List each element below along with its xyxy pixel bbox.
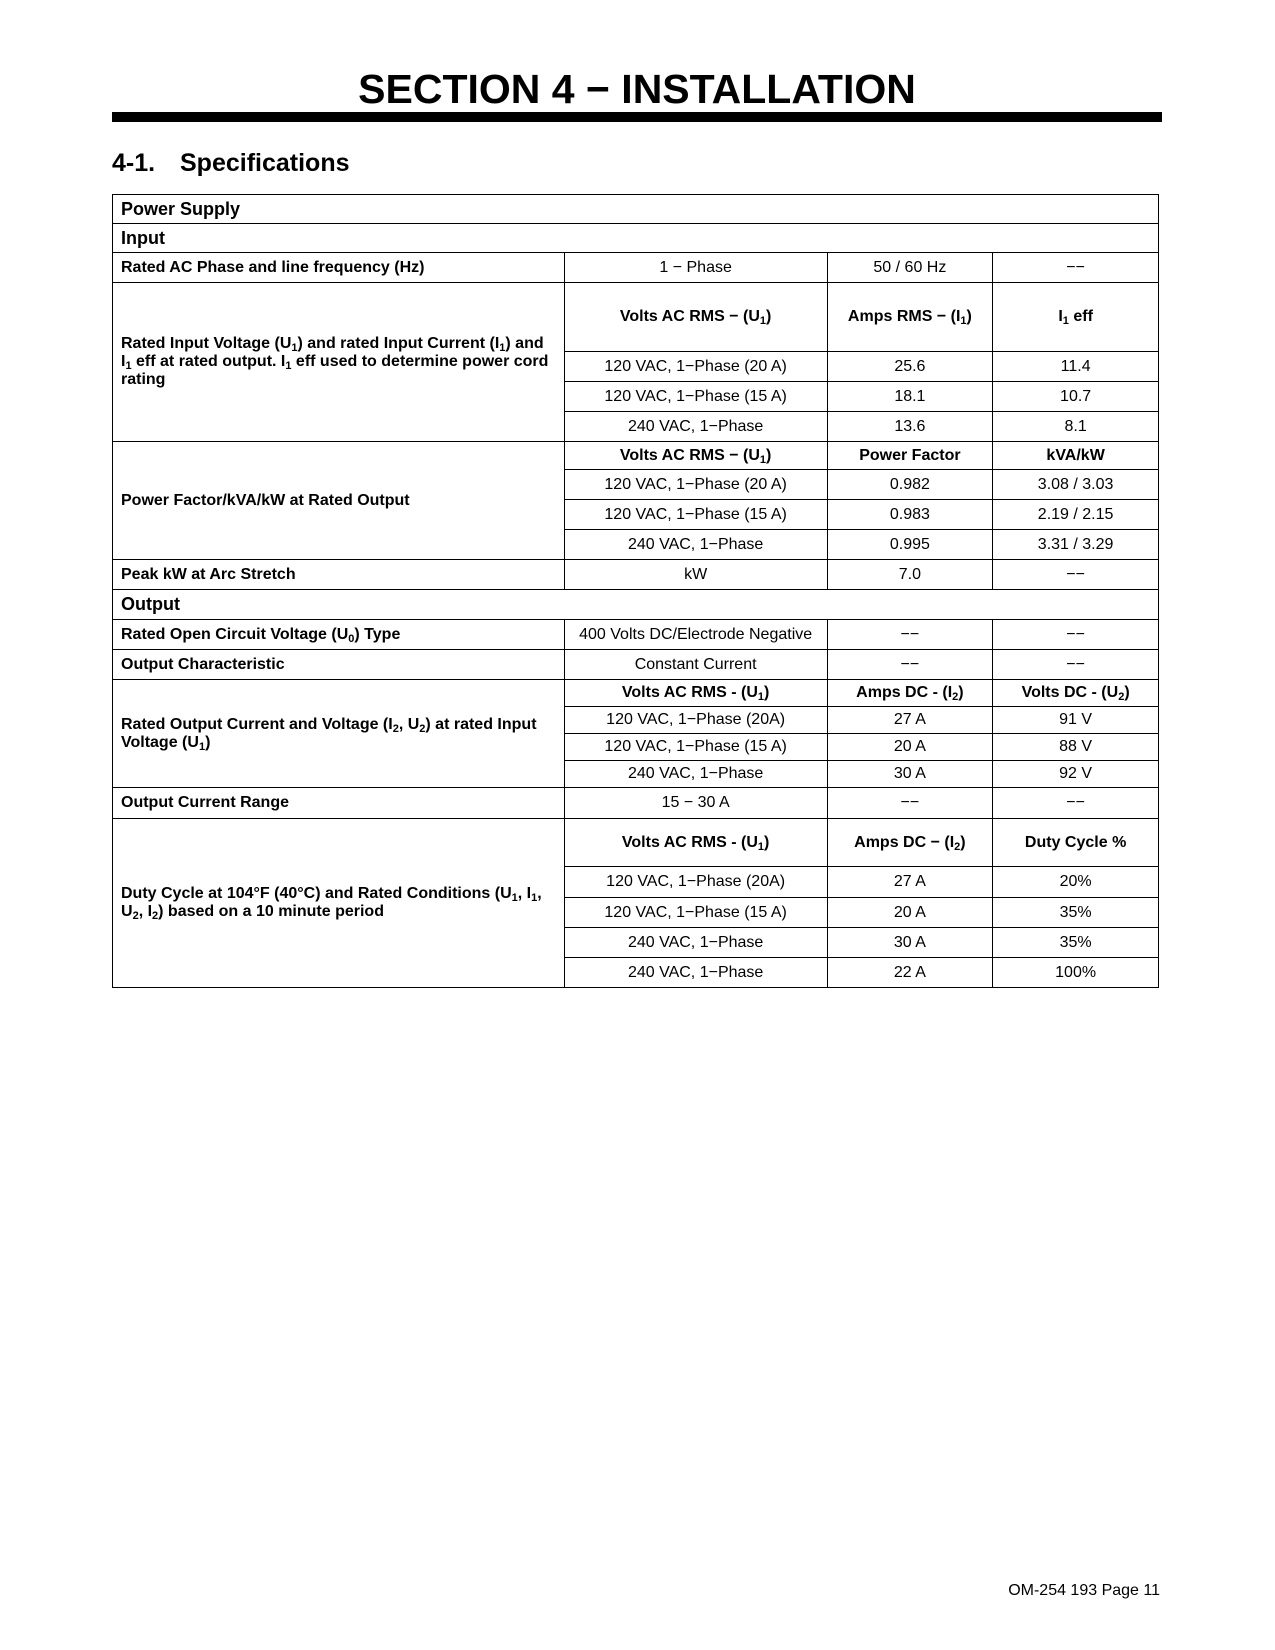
subsection-label: Specifications [180, 149, 350, 177]
column-header: $I_1$ eff [993, 283, 1159, 352]
table-cell: 240 VAC, 1−Phase [564, 412, 827, 442]
table-cell: −− [993, 253, 1159, 283]
table-cell: 100% [993, 958, 1159, 988]
column-header: Volts AC RMS - $(U_1)$ [564, 819, 827, 867]
row-label: Rated AC Phase and line frequency (Hz) [113, 253, 565, 283]
table-cell: −− [993, 788, 1159, 819]
table-row [113, 195, 1159, 224]
column-header: Volts AC RMS - $(U_1)$ [564, 680, 827, 707]
table-cell: 30 A [827, 761, 993, 788]
subsection-title [112, 148, 350, 178]
row-label: Rated Open Circuit Voltage $(U_0)$ Type [113, 620, 565, 650]
table-cell: 13.6 [827, 412, 993, 442]
table-cell: kW [564, 560, 827, 590]
table-cell: 120 VAC, 1−Phase (15 A) [564, 898, 827, 928]
table-cell: 120 VAC, 1−Phase (15 A) [564, 734, 827, 761]
table-cell: 20% [993, 867, 1159, 898]
table-cell: 25.6 [827, 352, 993, 382]
table-cell: 8.1 [993, 412, 1159, 442]
table-cell: −− [827, 650, 993, 680]
specifications-table [112, 194, 1159, 988]
table-row [113, 283, 1159, 352]
table-cell: 27 A [827, 867, 993, 898]
power-supply-header: Power Supply [113, 195, 1159, 224]
table-cell: 91 V [993, 707, 1159, 734]
table-cell: 120 VAC, 1−Phase (20 A) [564, 470, 827, 500]
table-cell: 240 VAC, 1−Phase [564, 761, 827, 788]
table-cell: 50 / 60 Hz [827, 253, 993, 283]
column-header: Volts AC RMS − $(U_1)$ [564, 442, 827, 470]
table-cell: 0.995 [827, 530, 993, 560]
column-header: Duty Cycle % [993, 819, 1159, 867]
row-label: Power Factor/kVA/kW at Rated Output [113, 442, 565, 560]
table-cell: 27 A [827, 707, 993, 734]
input-header: Input [113, 224, 1159, 253]
table-cell: 240 VAC, 1−Phase [564, 530, 827, 560]
row-label: Rated Output Current and Voltage ($I_2$, $U_2$) at rated Input Voltage $(U_1)$ [113, 680, 565, 788]
table-cell: −− [993, 620, 1159, 650]
table-row [113, 442, 1159, 470]
table-row [113, 253, 1159, 283]
table-cell: 35% [993, 928, 1159, 958]
row-label: Duty Cycle at 104°F (40°C) and Rated Conditions ($U_1$, $I_1$, $U_2$, $I_2$) based on a 10 minute period [113, 819, 565, 988]
table-cell: 11.4 [993, 352, 1159, 382]
row-label: Output Current Range [113, 788, 565, 819]
row-label: Output Characteristic [113, 650, 565, 680]
table-row [113, 224, 1159, 253]
table-cell: −− [827, 788, 993, 819]
column-header: Volts AC RMS − $(U_1)$ [564, 283, 827, 352]
table-cell: 240 VAC, 1−Phase [564, 958, 827, 988]
table-cell: 10.7 [993, 382, 1159, 412]
table-cell: 120 VAC, 1−Phase (15 A) [564, 500, 827, 530]
table-cell: 240 VAC, 1−Phase [564, 928, 827, 958]
output-header: Output [113, 590, 1159, 620]
table-cell: 35% [993, 898, 1159, 928]
table-row [113, 620, 1159, 650]
table-cell: 3.08 / 3.03 [993, 470, 1159, 500]
table-row [113, 590, 1159, 620]
table-cell: 400 Volts DC/Electrode Negative [564, 620, 827, 650]
table-cell: −− [993, 650, 1159, 680]
table-cell: 120 VAC, 1−Phase (15 A) [564, 382, 827, 412]
table-cell: Constant Current [564, 650, 827, 680]
table-cell: −− [827, 620, 993, 650]
column-header: Amps RMS − $(I_1)$ [827, 283, 993, 352]
column-header: Volts DC - $(U_2)$ [993, 680, 1159, 707]
subsection-number: 4-1. [112, 149, 156, 177]
table-cell: 20 A [827, 734, 993, 761]
table-cell: 120 VAC, 1−Phase (20A) [564, 867, 827, 898]
table-cell: 88 V [993, 734, 1159, 761]
table-cell: 0.982 [827, 470, 993, 500]
table-cell: 120 VAC, 1−Phase (20 A) [564, 352, 827, 382]
table-cell: 3.31 / 3.29 [993, 530, 1159, 560]
table-cell: 18.1 [827, 382, 993, 412]
column-header: Power Factor [827, 442, 993, 470]
table-cell: 0.983 [827, 500, 993, 530]
table-cell: 7.0 [827, 560, 993, 590]
table-row [113, 650, 1159, 680]
table-row [113, 680, 1159, 707]
section-title: SECTION 4 − INSTALLATION [358, 66, 916, 112]
table-row [113, 819, 1159, 867]
column-header: Amps DC - $(I_2)$ [827, 680, 993, 707]
table-row [113, 560, 1159, 590]
table-cell: −− [993, 560, 1159, 590]
table-cell: 120 VAC, 1−Phase (20A) [564, 707, 827, 734]
column-header: kVA/kW [993, 442, 1159, 470]
title-rule [112, 112, 1162, 122]
table-cell: 22 A [827, 958, 993, 988]
table-cell: 92 V [993, 761, 1159, 788]
row-label: Rated Input Voltage $(U_1)$ and rated Input Current $(I_1)$ and $I_1$ eff at rated output. $I_1$ eff used to determine power cord rating [113, 283, 565, 442]
table-cell: 15 − 30 A [564, 788, 827, 819]
table-row [113, 788, 1159, 819]
row-label: Peak kW at Arc Stretch [113, 560, 565, 590]
table-cell: 2.19 / 2.15 [993, 500, 1159, 530]
table-cell: 1 − Phase [564, 253, 827, 283]
table-cell: 30 A [827, 928, 993, 958]
column-header: Amps DC − $(I_2)$ [827, 819, 993, 867]
table-cell: 20 A [827, 898, 993, 928]
page-footer: OM-254 193 Page 11 [1008, 1582, 1160, 1599]
